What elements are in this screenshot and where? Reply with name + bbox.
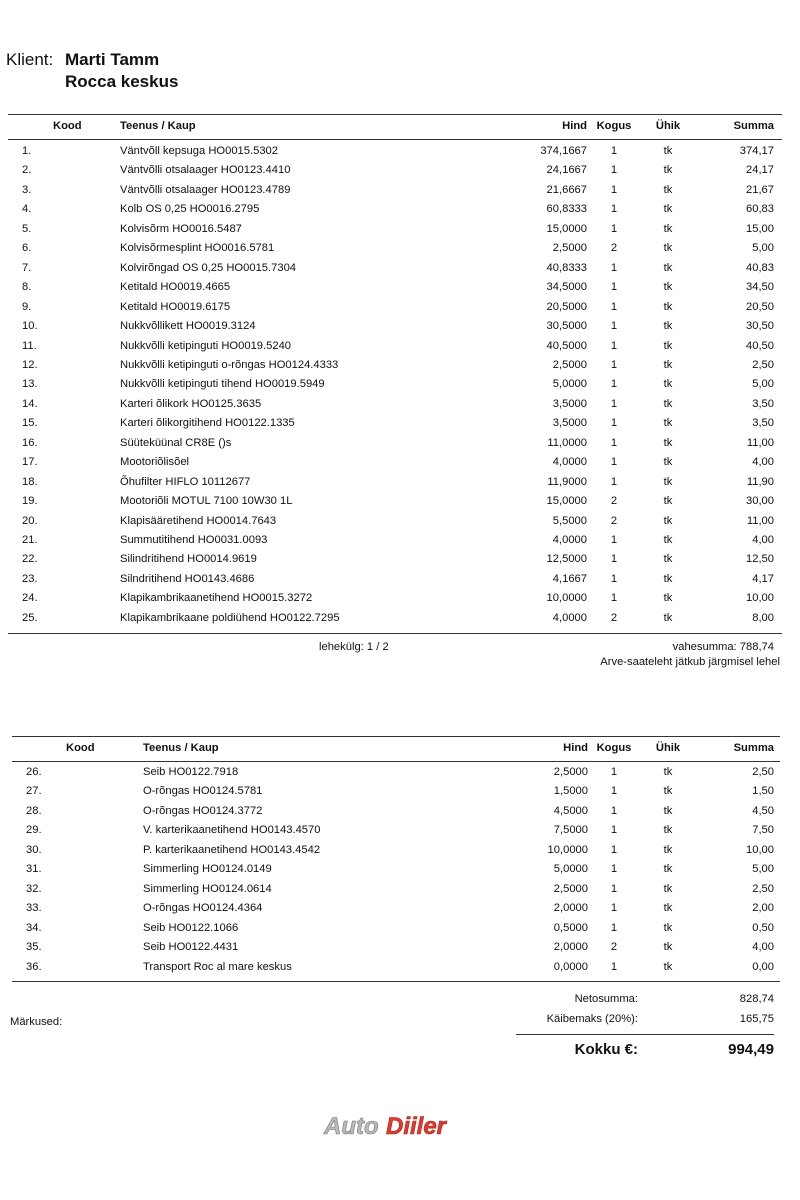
row-sum: 60,83 <box>746 203 774 216</box>
row-sum: 10,00 <box>746 592 774 605</box>
row-quantity: 1 <box>610 902 618 915</box>
table-row <box>8 181 782 200</box>
row-number: 6. <box>22 242 32 255</box>
row-number: 7. <box>22 261 32 274</box>
row-quantity: 1 <box>610 164 618 177</box>
row-description: Transport Roc al mare keskus <box>143 960 292 973</box>
row-description: Karteri õlikorgitihend HO0122.1335 <box>120 417 295 430</box>
table-row <box>12 763 780 782</box>
row-price: 15,0000 <box>546 222 587 235</box>
row-description: Simmerling HO0124.0149 <box>143 863 272 876</box>
row-description: Silindritihend HO0014.9619 <box>120 553 257 566</box>
row-unit: tk <box>663 183 673 196</box>
row-quantity: 1 <box>610 358 618 371</box>
row-sum: 2,50 <box>752 358 774 371</box>
row-number: 9. <box>22 300 32 313</box>
row-unit: tk <box>663 863 673 876</box>
row-unit: tk <box>663 320 673 333</box>
row-unit: tk <box>663 397 673 410</box>
table-row <box>8 414 782 433</box>
row-unit: tk <box>663 495 673 508</box>
table-header <box>12 737 780 759</box>
row-quantity: 1 <box>610 824 618 837</box>
row-quantity: 1 <box>610 300 618 313</box>
row-description: Seib HO0122.1066 <box>143 921 239 934</box>
row-unit: tk <box>663 785 673 798</box>
header-summa: Summa <box>733 120 774 132</box>
row-sum: 24,17 <box>746 164 774 177</box>
table-row <box>8 492 782 511</box>
row-description: Karteri õlikork HO0125.3635 <box>120 397 262 410</box>
row-sum: 4,00 <box>752 941 774 954</box>
row-number: 24. <box>22 592 38 605</box>
row-unit: tk <box>663 242 673 255</box>
row-sum: 2,50 <box>752 766 774 778</box>
row-price: 0,0000 <box>553 960 588 973</box>
row-quantity: 1 <box>610 804 618 817</box>
row-unit: tk <box>663 281 673 294</box>
row-quantity: 1 <box>610 534 618 546</box>
client-name: Marti Tamm <box>65 50 160 69</box>
row-quantity: 2 <box>610 242 618 255</box>
row-quantity: 1 <box>610 261 618 274</box>
table-row <box>8 453 782 472</box>
row-sum: 2,00 <box>752 902 774 915</box>
row-price: 30,5000 <box>546 320 587 333</box>
row-number: 17. <box>22 456 38 469</box>
header-uhik: Ühik <box>655 120 681 132</box>
row-quantity: 1 <box>610 766 618 778</box>
header-teenus: Teenus / Kaup <box>120 120 196 132</box>
row-price: 10,0000 <box>547 843 588 856</box>
row-description: Kolvirõngad OS 0,25 HO0015.7304 <box>120 261 297 274</box>
row-number: 20. <box>22 514 38 527</box>
row-sum: 4,00 <box>752 456 774 469</box>
row-unit: tk <box>663 824 673 837</box>
continues-note: Arve-saateleht jätkub järgmisel lehel <box>600 656 780 668</box>
row-number: 10. <box>22 320 38 333</box>
row-description: O-rõngas HO0124.5781 <box>143 785 263 798</box>
table-row <box>12 821 780 840</box>
row-quantity: 1 <box>610 553 618 566</box>
table-row <box>8 161 782 180</box>
row-unit: tk <box>663 261 673 274</box>
row-description: Nukkvõlli ketipinguti o-rõngas HO0124.4333 <box>120 358 339 371</box>
row-unit: tk <box>663 941 673 954</box>
table-row <box>8 220 782 239</box>
row-quantity: 1 <box>610 417 618 430</box>
row-price: 12,5000 <box>546 553 587 566</box>
row-description: Nukkvõlli ketipinguti HO0019.5240 <box>120 339 292 352</box>
row-price: 40,8333 <box>546 261 587 274</box>
row-price: 1,5000 <box>553 785 588 798</box>
row-price: 4,5000 <box>553 804 588 817</box>
row-unit: tk <box>663 592 673 605</box>
table-row <box>8 434 782 453</box>
table-row <box>12 841 780 860</box>
row-quantity: 1 <box>610 320 618 333</box>
row-number: 16. <box>22 436 38 449</box>
row-quantity: 1 <box>610 183 618 196</box>
row-description: Summutitihend HO0031.0093 <box>120 534 268 546</box>
table-row <box>8 278 782 297</box>
row-sum: 374,17 <box>739 145 774 157</box>
row-unit: tk <box>663 572 673 585</box>
row-number: 21. <box>22 534 38 546</box>
row-price: 3,5000 <box>552 397 587 410</box>
row-price: 11,0000 <box>547 436 587 449</box>
row-sum: 30,50 <box>746 320 774 333</box>
row-price: 2,5000 <box>552 242 587 255</box>
row-number: 25. <box>22 611 38 624</box>
row-quantity: 2 <box>610 514 618 527</box>
row-number: 36. <box>26 960 42 973</box>
header-hind: Hind <box>562 120 587 132</box>
table-row <box>8 239 782 258</box>
vat-label: Käibemaks (20%): <box>546 1013 638 1025</box>
row-description: Väntvõlli otsalaager HO0123.4410 <box>120 164 291 177</box>
client-label: Klient: <box>6 50 54 69</box>
row-unit: tk <box>663 417 673 430</box>
row-description: Klapikambrikaanetihend HO0015.3272 <box>120 592 313 605</box>
row-price: 15,0000 <box>546 495 587 508</box>
row-description: Nukkvõllikett HO0019.3124 <box>120 320 256 333</box>
table-row <box>12 938 780 957</box>
header-teenus: Teenus / Kaup <box>143 742 219 754</box>
row-unit: tk <box>663 203 673 216</box>
row-quantity: 1 <box>610 436 618 449</box>
row-price: 4,0000 <box>552 611 587 624</box>
row-unit: tk <box>663 960 673 973</box>
row-price: 40,5000 <box>546 339 587 352</box>
row-description: Klapisääretihend HO0014.7643 <box>120 514 277 527</box>
row-price: 60,8333 <box>546 203 587 216</box>
row-sum: 34,50 <box>746 281 774 294</box>
row-price: 4,0000 <box>552 534 587 546</box>
row-description: Kolb OS 0,25 HO0016.2795 <box>120 203 260 216</box>
row-quantity: 1 <box>610 222 618 235</box>
row-unit: tk <box>663 611 673 624</box>
row-description: Seib HO0122.7918 <box>143 766 239 778</box>
row-price: 2,5000 <box>553 882 588 895</box>
row-sum: 11,00 <box>746 436 774 449</box>
row-sum: 7,50 <box>752 824 774 837</box>
row-price: 0,5000 <box>553 921 588 934</box>
table-row <box>8 317 782 336</box>
row-unit: tk <box>663 378 673 391</box>
row-number: 13. <box>22 378 38 391</box>
row-number: 30. <box>26 843 42 856</box>
table-row <box>8 337 782 356</box>
row-price: 5,5000 <box>552 514 587 527</box>
row-description: O-rõngas HO0124.4364 <box>143 902 263 915</box>
row-number: 27. <box>26 785 42 798</box>
table-row <box>8 375 782 394</box>
table-header <box>8 115 782 137</box>
row-description: V. karterikaanetihend HO0143.4570 <box>143 824 321 837</box>
row-quantity: 1 <box>610 203 618 216</box>
table-row <box>8 512 782 531</box>
autodiiler-logo <box>322 1106 482 1146</box>
row-unit: tk <box>663 145 673 157</box>
total-rule <box>516 1034 774 1035</box>
row-description: Väntvõll kepsuga HO0015.5302 <box>120 145 278 157</box>
row-sum: 15,00 <box>746 222 774 235</box>
row-unit: tk <box>663 475 673 488</box>
row-price: 24,1667 <box>546 164 587 177</box>
row-number: 4. <box>22 203 32 216</box>
subtotal: vahesumma: 788,74 <box>672 641 774 653</box>
remarks-label: Märkused: <box>10 1016 63 1028</box>
row-quantity: 1 <box>610 572 618 585</box>
row-unit: tk <box>663 553 673 566</box>
table-row <box>12 860 780 879</box>
row-quantity: 1 <box>610 921 618 934</box>
table-row <box>12 802 780 821</box>
header-kogus: Kogus <box>596 120 632 132</box>
row-description: Seib HO0122.4431 <box>143 941 239 954</box>
row-quantity: 1 <box>610 785 618 798</box>
row-number: 14. <box>22 397 38 410</box>
net-sum-value: 828,74 <box>739 993 774 1005</box>
row-sum: 30,00 <box>746 495 774 508</box>
row-sum: 3,50 <box>752 417 774 430</box>
row-description: Väntvõlli otsalaager HO0123.4789 <box>120 183 291 196</box>
row-number: 11. <box>22 339 37 352</box>
header-summa: Summa <box>733 742 774 754</box>
row-price: 4,0000 <box>552 456 587 469</box>
row-quantity: 1 <box>610 592 618 605</box>
row-number: 2. <box>22 164 32 177</box>
invoice-table-page-2 <box>12 736 780 986</box>
table-row <box>8 473 782 492</box>
row-number: 12. <box>22 358 38 371</box>
row-unit: tk <box>663 766 673 778</box>
row-price: 374,1667 <box>540 145 587 157</box>
row-quantity: 1 <box>610 378 618 391</box>
row-description: O-rõngas HO0124.3772 <box>143 804 263 817</box>
row-sum: 0,00 <box>752 960 774 973</box>
row-number: 22. <box>22 553 38 566</box>
header-hind: Hind <box>563 742 588 754</box>
row-number: 34. <box>26 921 42 934</box>
header-uhik: Ühik <box>655 742 681 754</box>
row-sum: 3,50 <box>752 397 774 410</box>
table-row <box>12 919 780 938</box>
row-sum: 40,83 <box>746 261 774 274</box>
row-price: 4,1667 <box>552 572 587 585</box>
row-number: 5. <box>22 222 32 235</box>
row-sum: 8,00 <box>752 611 774 624</box>
row-price: 5,0000 <box>553 863 588 876</box>
row-price: 20,5000 <box>546 300 587 313</box>
row-description: Õhufilter HIFLO 10112677 <box>120 475 251 488</box>
row-description: Ketitald HO0019.4665 <box>120 281 231 294</box>
logo-part-diiler: Diiler <box>386 1113 447 1140</box>
row-quantity: 1 <box>610 843 618 856</box>
page-number: lehekülg: 1 / 2 <box>319 641 389 653</box>
logo-part-auto: Auto <box>324 1113 379 1140</box>
row-unit: tk <box>663 921 673 934</box>
table-row <box>8 395 782 414</box>
row-number: 31. <box>26 863 42 876</box>
row-price: 7,5000 <box>553 824 588 837</box>
row-price: 3,5000 <box>552 417 587 430</box>
table-row <box>8 298 782 317</box>
row-unit: tk <box>663 339 673 352</box>
header-rule <box>8 139 782 140</box>
row-description: Simmerling HO0124.0614 <box>143 882 272 895</box>
table-bottom-rule <box>8 633 782 634</box>
row-unit: tk <box>663 882 673 895</box>
row-price: 10,0000 <box>546 592 587 605</box>
row-quantity: 1 <box>610 397 618 410</box>
table-row <box>8 356 782 375</box>
row-unit: tk <box>663 358 673 371</box>
row-quantity: 1 <box>610 882 618 895</box>
row-sum: 11,00 <box>746 514 774 527</box>
row-description: Mootoriõli MOTUL 7100 10W30 1L <box>120 495 293 508</box>
row-sum: 11,90 <box>746 475 774 488</box>
row-sum: 4,50 <box>752 804 774 817</box>
row-number: 33. <box>26 902 42 915</box>
row-unit: tk <box>663 456 673 469</box>
header-kood: Kood <box>66 742 95 754</box>
row-number: 32. <box>26 882 42 895</box>
table-row <box>12 782 780 801</box>
row-number: 3. <box>22 183 32 196</box>
table-row <box>8 609 782 628</box>
row-sum: 5,00 <box>752 242 774 255</box>
row-number: 29. <box>26 824 42 837</box>
net-sum-label: Netosumma: <box>574 993 638 1005</box>
row-description: Ketitald HO0019.6175 <box>120 300 231 313</box>
table-row <box>8 259 782 278</box>
row-description: Süüteküünal CR8E ()s <box>120 436 232 449</box>
row-unit: tk <box>663 902 673 915</box>
row-price: 34,5000 <box>546 281 587 294</box>
row-description: Klapikambrikaane poldiühend HO0122.7295 <box>120 611 340 624</box>
row-number: 19. <box>22 495 38 508</box>
grand-total-value: 994,49 <box>728 1041 774 1058</box>
row-unit: tk <box>663 222 673 235</box>
row-quantity: 1 <box>610 863 618 876</box>
client-location: Rocca keskus <box>65 72 179 91</box>
row-quantity: 1 <box>610 475 618 488</box>
row-quantity: 1 <box>610 339 618 352</box>
row-price: 11,9000 <box>547 475 587 488</box>
grand-total-label: Kokku €: <box>574 1041 638 1058</box>
row-number: 15. <box>22 417 38 430</box>
table-row <box>8 550 782 569</box>
table-bottom-rule <box>12 981 780 982</box>
vat-value: 165,75 <box>739 1013 774 1025</box>
row-quantity: 1 <box>610 456 618 469</box>
row-sum: 10,00 <box>746 843 774 856</box>
row-price: 5,0000 <box>552 378 587 391</box>
row-unit: tk <box>663 436 673 449</box>
header-rule <box>12 761 780 762</box>
row-description: P. karterikaanetihend HO0143.4542 <box>143 843 321 856</box>
table-row <box>8 589 782 608</box>
row-unit: tk <box>663 804 673 817</box>
row-sum: 21,67 <box>746 183 774 196</box>
table-row <box>8 531 782 550</box>
table-row <box>12 958 780 977</box>
row-number: 18. <box>22 475 38 488</box>
row-sum: 5,00 <box>752 863 774 876</box>
row-sum: 0,50 <box>752 921 774 934</box>
invoice-table-page-1 <box>8 114 782 634</box>
table-row <box>8 142 782 161</box>
row-sum: 20,50 <box>746 300 774 313</box>
row-number: 28. <box>26 804 42 817</box>
header-kogus: Kogus <box>596 742 632 754</box>
row-number: 23. <box>22 572 38 585</box>
row-sum: 4,00 <box>752 534 774 546</box>
table-row <box>8 570 782 589</box>
row-number: 8. <box>22 281 32 294</box>
row-unit: tk <box>663 843 673 856</box>
row-sum: 40,50 <box>746 339 774 352</box>
row-description: Mootoriõlisõel <box>120 456 190 469</box>
row-price: 2,5000 <box>553 766 588 778</box>
row-sum: 12,50 <box>746 553 774 566</box>
header-kood: Kood <box>53 120 82 132</box>
row-sum: 4,17 <box>752 572 774 585</box>
row-quantity: 2 <box>610 611 618 624</box>
row-quantity: 1 <box>610 960 618 973</box>
row-quantity: 2 <box>610 495 618 508</box>
row-price: 2,5000 <box>552 358 587 371</box>
row-price: 2,0000 <box>553 941 588 954</box>
row-quantity: 1 <box>610 281 618 294</box>
row-quantity: 2 <box>610 941 618 954</box>
row-number: 35. <box>26 941 42 954</box>
row-unit: tk <box>663 300 673 313</box>
row-price: 21,6667 <box>546 183 587 196</box>
row-description: Kolvisõrm HO0016.5487 <box>120 222 242 235</box>
row-sum: 5,00 <box>752 378 774 391</box>
table-row <box>12 880 780 899</box>
row-number: 26. <box>26 766 42 778</box>
row-description: Nukkvõlli ketipinguti tihend HO0019.5949 <box>120 378 325 391</box>
row-price: 2,0000 <box>553 902 588 915</box>
row-description: Silndritihend HO0143.4686 <box>120 572 255 585</box>
table-row <box>8 200 782 219</box>
row-number: 1. <box>22 145 32 157</box>
table-row <box>12 899 780 918</box>
row-unit: tk <box>663 534 673 546</box>
row-sum: 2,50 <box>752 882 774 895</box>
row-unit: tk <box>663 164 673 177</box>
row-sum: 1,50 <box>752 785 774 798</box>
row-description: Kolvisõrmesplint HO0016.5781 <box>120 242 275 255</box>
row-quantity: 1 <box>610 145 618 157</box>
row-unit: tk <box>663 514 673 527</box>
